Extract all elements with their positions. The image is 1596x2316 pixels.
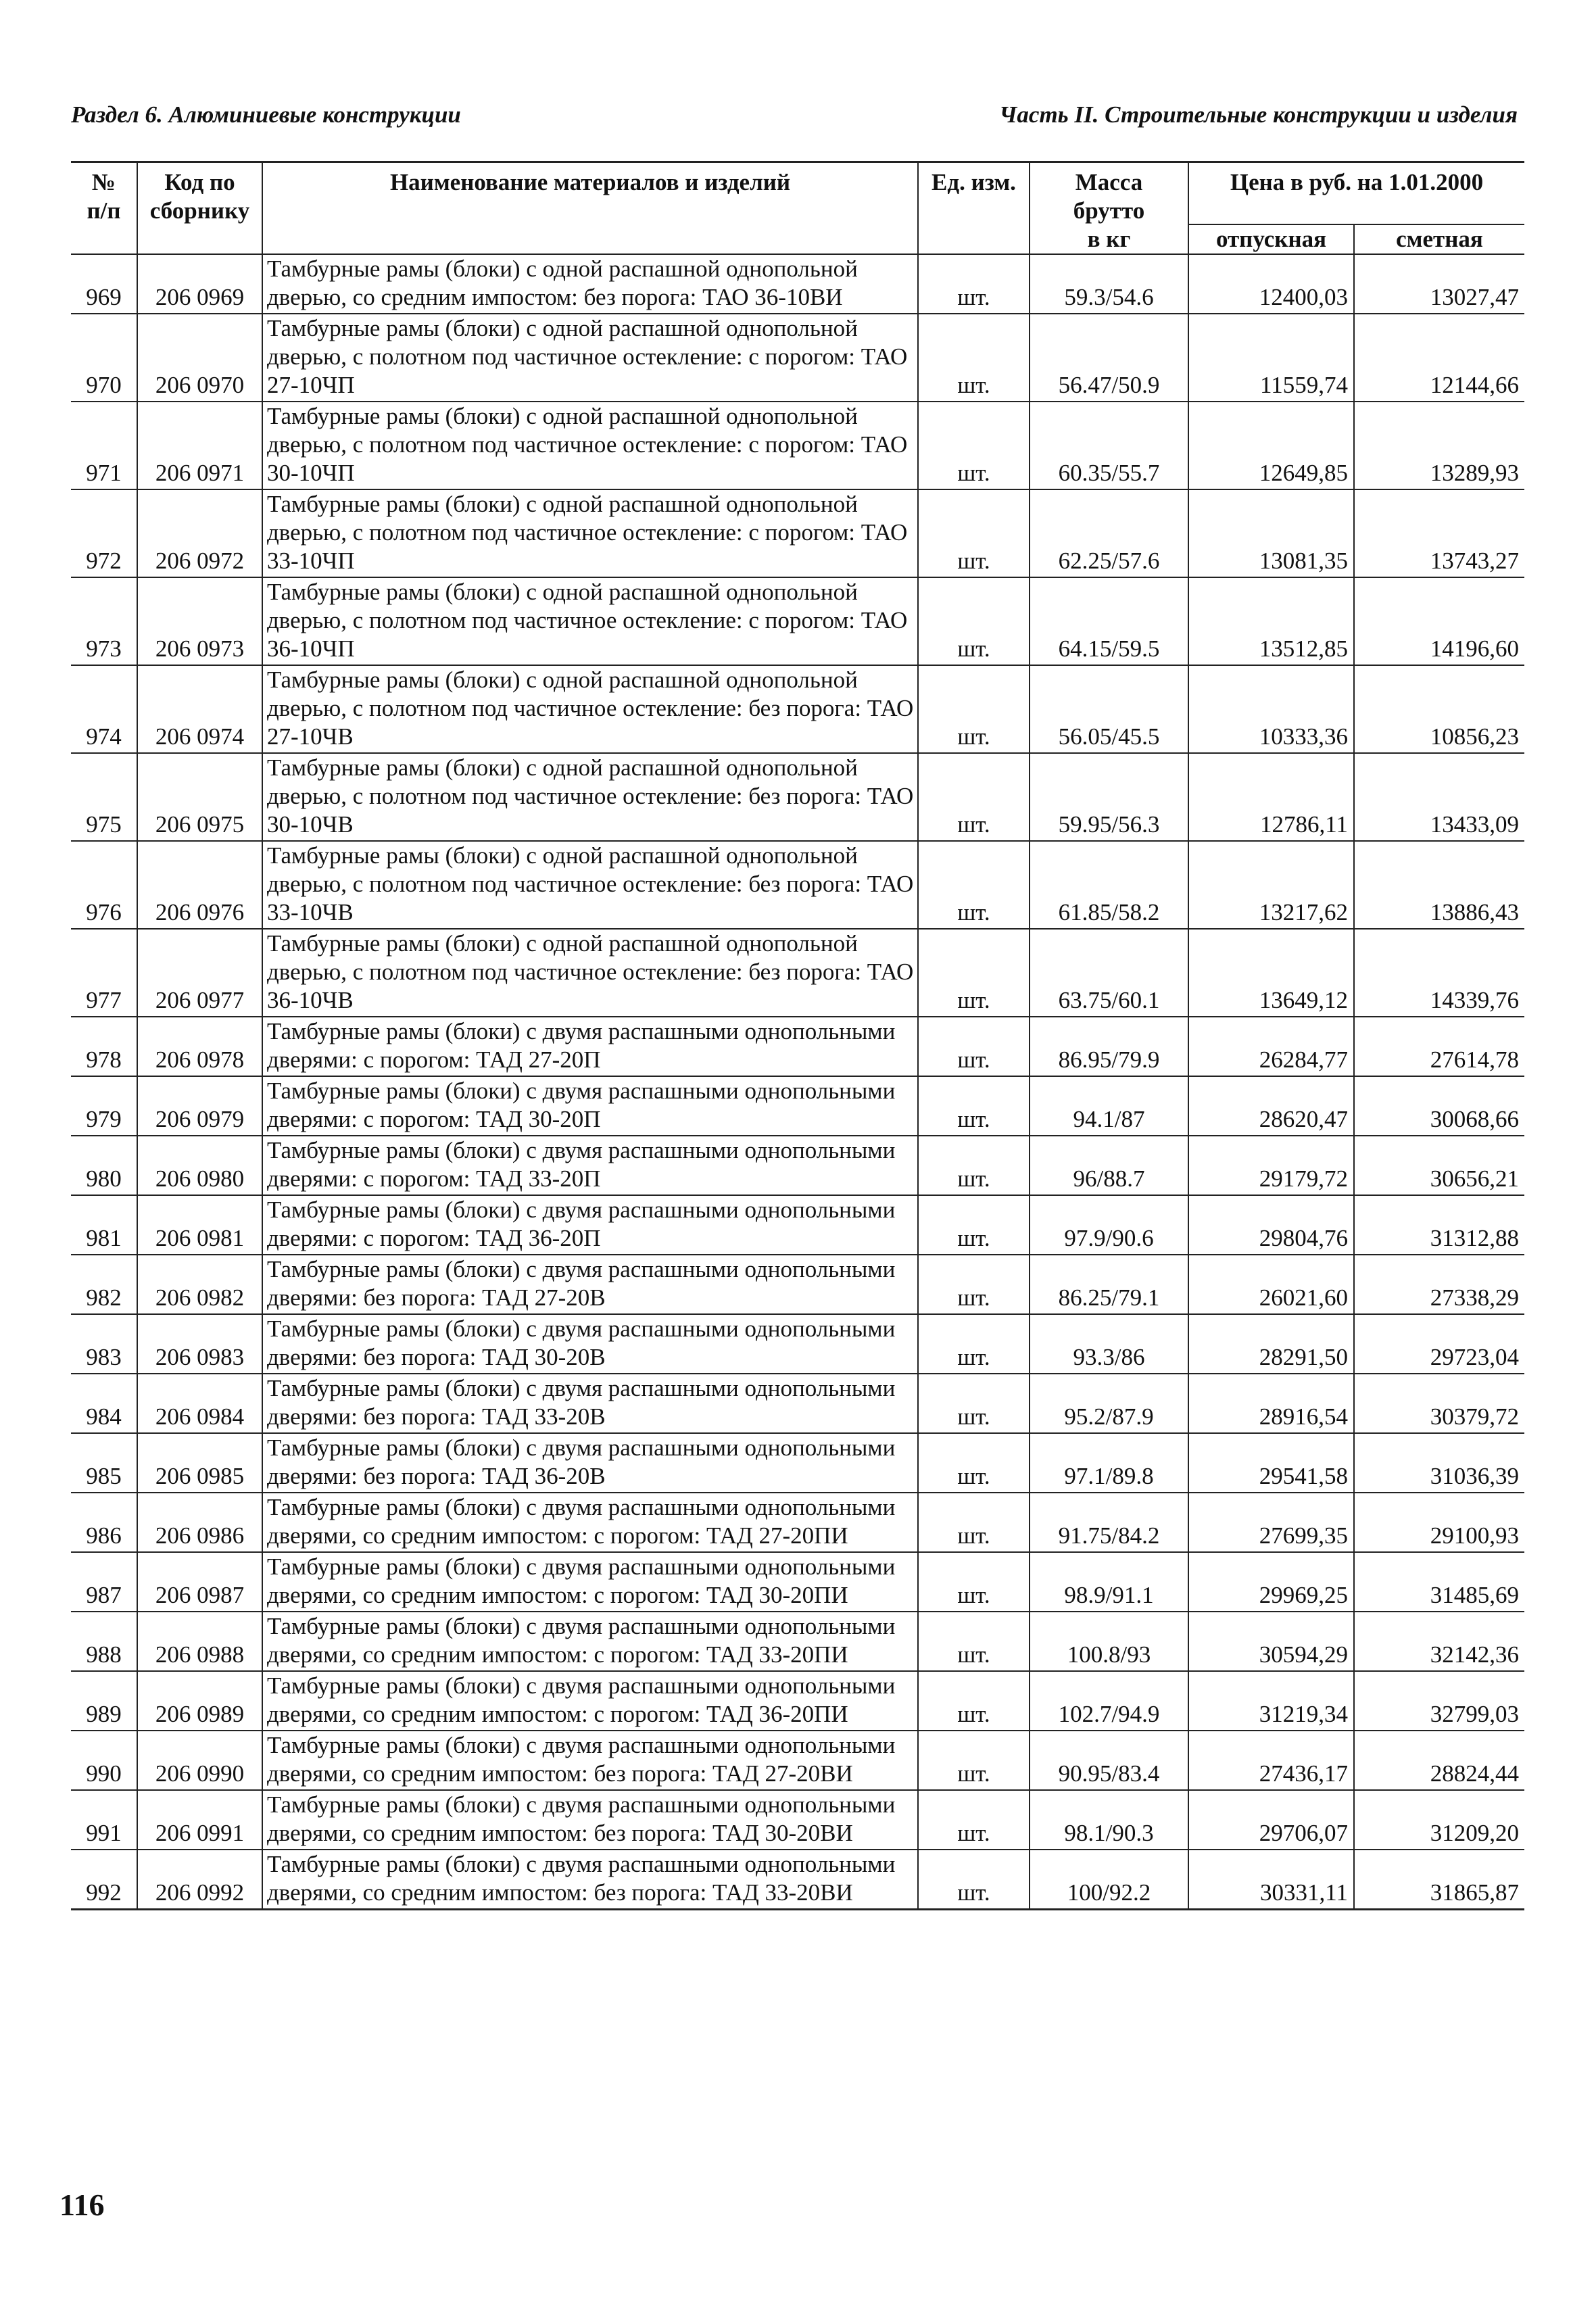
cell-name: Тамбурные рамы (блоки) с одной распашной однопольной дверью, с полотном под частичное остекление: без порога: ТАО 36-10ЧВ <box>262 929 918 1017</box>
cell-price-estimate: 13886,43 <box>1354 841 1524 929</box>
cell-price-estimate: 31036,39 <box>1354 1433 1524 1493</box>
cell-name: Тамбурные рамы (блоки) с двумя распашными однопольными дверями: без порога: ТАД 27-20В <box>262 1255 918 1314</box>
cell-code: 206 0983 <box>137 1314 262 1374</box>
cell-name: Тамбурные рамы (блоки) с двумя распашными однопольными дверями: с порогом: ТАД 33-20П <box>262 1136 918 1195</box>
cell-unit: шт. <box>918 929 1030 1017</box>
cell-mass: 94.1/87 <box>1030 1076 1188 1136</box>
cell-price-release: 28916,54 <box>1188 1374 1354 1433</box>
cell-price-estimate: 10856,23 <box>1354 665 1524 753</box>
table-row <box>71 1195 1524 1255</box>
cell-price-release: 26021,60 <box>1188 1255 1354 1314</box>
cell-mass: 102.7/94.9 <box>1030 1671 1188 1731</box>
cell-num: 969 <box>71 254 137 314</box>
cell-code: 206 0988 <box>137 1612 262 1671</box>
price-table <box>71 161 1524 1910</box>
cell-name: Тамбурные рамы (блоки) с одной распашной однопольной дверью, с полотном под частичное остекление: с порогом: ТАО 27-10ЧП <box>262 314 918 402</box>
cell-price-release: 13649,12 <box>1188 929 1354 1017</box>
cell-mass: 98.9/91.1 <box>1030 1552 1188 1612</box>
page-number: 116 <box>59 2188 105 2222</box>
cell-unit: шт. <box>918 1017 1030 1076</box>
cell-mass: 60.35/55.7 <box>1030 402 1188 489</box>
cell-mass: 96/88.7 <box>1030 1136 1188 1195</box>
table-row <box>71 1433 1524 1493</box>
cell-code: 206 0990 <box>137 1731 262 1790</box>
cell-num: 992 <box>71 1850 137 1910</box>
table-row <box>71 929 1524 1017</box>
cell-mass: 93.3/86 <box>1030 1314 1188 1374</box>
cell-mass: 59.3/54.6 <box>1030 254 1188 314</box>
table-row <box>71 1314 1524 1374</box>
cell-unit: шт. <box>918 1255 1030 1314</box>
cell-price-estimate: 30656,21 <box>1354 1136 1524 1195</box>
table-row <box>71 1255 1524 1314</box>
cell-name: Тамбурные рамы (блоки) с двумя распашными однопольными дверями: без порога: ТАД 30-20В <box>262 1314 918 1374</box>
cell-code: 206 0989 <box>137 1671 262 1731</box>
table-row <box>71 1076 1524 1136</box>
cell-code: 206 0969 <box>137 254 262 314</box>
cell-unit: шт. <box>918 1493 1030 1552</box>
cell-code: 206 0991 <box>137 1790 262 1850</box>
cell-unit: шт. <box>918 314 1030 402</box>
cell-num: 982 <box>71 1255 137 1314</box>
table-row <box>71 489 1524 577</box>
cell-num: 991 <box>71 1790 137 1850</box>
table-row <box>71 1017 1524 1076</box>
cell-name: Тамбурные рамы (блоки) с двумя распашными однопольными дверями, со средним импостом: с порогом: ТАД 36-20ПИ <box>262 1671 918 1731</box>
cell-price-estimate: 28824,44 <box>1354 1731 1524 1790</box>
table-row <box>71 753 1524 841</box>
cell-price-release: 29179,72 <box>1188 1136 1354 1195</box>
cell-num: 986 <box>71 1493 137 1552</box>
cell-mass: 100.8/93 <box>1030 1612 1188 1671</box>
cell-price-release: 27436,17 <box>1188 1731 1354 1790</box>
cell-num: 981 <box>71 1195 137 1255</box>
table-row <box>71 1612 1524 1671</box>
cell-mass: 100/92.2 <box>1030 1850 1188 1910</box>
header-price-release: отпускная <box>1188 224 1354 254</box>
table-row <box>71 665 1524 753</box>
cell-unit: шт. <box>918 1195 1030 1255</box>
cell-mass: 95.2/87.9 <box>1030 1374 1188 1433</box>
cell-price-estimate: 12144,66 <box>1354 314 1524 402</box>
cell-mass: 86.25/79.1 <box>1030 1255 1188 1314</box>
cell-name: Тамбурные рамы (блоки) с одной распашной однопольной дверью, с полотном под частичное остекление: с порогом: ТАО 30-10ЧП <box>262 402 918 489</box>
table-body <box>71 254 1524 1910</box>
table-row <box>71 1493 1524 1552</box>
section-title: Раздел 6. Алюминиевые конструкции <box>71 101 461 128</box>
cell-code: 206 0980 <box>137 1136 262 1195</box>
cell-price-estimate: 14196,60 <box>1354 577 1524 665</box>
table-row <box>71 841 1524 929</box>
table-row <box>71 1552 1524 1612</box>
cell-price-estimate: 31312,88 <box>1354 1195 1524 1255</box>
cell-code: 206 0981 <box>137 1195 262 1255</box>
running-header <box>71 101 1518 135</box>
cell-price-release: 29706,07 <box>1188 1790 1354 1850</box>
table-row <box>71 254 1524 314</box>
cell-name: Тамбурные рамы (блоки) с двумя распашными однопольными дверями, со средним импостом: без порога: ТАД 33-20ВИ <box>262 1850 918 1910</box>
cell-price-release: 28620,47 <box>1188 1076 1354 1136</box>
cell-code: 206 0973 <box>137 577 262 665</box>
cell-code: 206 0972 <box>137 489 262 577</box>
cell-name: Тамбурные рамы (блоки) с двумя распашными однопольными дверями: без порога: ТАД 36-20В <box>262 1433 918 1493</box>
header-num: № п/п <box>71 162 137 255</box>
cell-unit: шт. <box>918 254 1030 314</box>
table-row <box>71 402 1524 489</box>
cell-name: Тамбурные рамы (блоки) с двумя распашными однопольными дверями: с порогом: ТАД 30-20П <box>262 1076 918 1136</box>
cell-name: Тамбурные рамы (блоки) с двумя распашными однопольными дверями: с порогом: ТАД 27-20П <box>262 1017 918 1076</box>
cell-name: Тамбурные рамы (блоки) с одной распашной однопольной дверью, с полотном под частичное остекление: без порога: ТАО 27-10ЧВ <box>262 665 918 753</box>
cell-code: 206 0970 <box>137 314 262 402</box>
cell-code: 206 0984 <box>137 1374 262 1433</box>
cell-name: Тамбурные рамы (блоки) с двумя распашными однопольными дверями, со средним импостом: с порогом: ТАД 30-20ПИ <box>262 1552 918 1612</box>
cell-price-release: 28291,50 <box>1188 1314 1354 1374</box>
cell-price-release: 12400,03 <box>1188 254 1354 314</box>
cell-price-release: 29969,25 <box>1188 1552 1354 1612</box>
cell-num: 976 <box>71 841 137 929</box>
cell-code: 206 0979 <box>137 1076 262 1136</box>
cell-code: 206 0977 <box>137 929 262 1017</box>
cell-price-estimate: 13289,93 <box>1354 402 1524 489</box>
cell-unit: шт. <box>918 841 1030 929</box>
cell-num: 972 <box>71 489 137 577</box>
cell-price-release: 29541,58 <box>1188 1433 1354 1493</box>
table-row <box>71 314 1524 402</box>
cell-code: 206 0992 <box>137 1850 262 1910</box>
cell-unit: шт. <box>918 1552 1030 1612</box>
cell-mass: 59.95/56.3 <box>1030 753 1188 841</box>
cell-num: 971 <box>71 402 137 489</box>
cell-price-estimate: 27338,29 <box>1354 1255 1524 1314</box>
cell-unit: шт. <box>918 665 1030 753</box>
cell-num: 979 <box>71 1076 137 1136</box>
cell-unit: шт. <box>918 753 1030 841</box>
cell-num: 978 <box>71 1017 137 1076</box>
cell-price-release: 13081,35 <box>1188 489 1354 577</box>
cell-name: Тамбурные рамы (блоки) с двумя распашными однопольными дверями: без порога: ТАД 33-20В <box>262 1374 918 1433</box>
cell-name: Тамбурные рамы (блоки) с двумя распашными однопольными дверями: с порогом: ТАД 36-20П <box>262 1195 918 1255</box>
cell-num: 974 <box>71 665 137 753</box>
cell-name: Тамбурные рамы (блоки) с одной распашной однопольной дверью, с полотном под частичное остекление: без порога: ТАО 33-10ЧВ <box>262 841 918 929</box>
cell-price-release: 29804,76 <box>1188 1195 1354 1255</box>
header-name: Наименование материалов и изделий <box>262 162 918 255</box>
cell-unit: шт. <box>918 1136 1030 1195</box>
cell-code: 206 0982 <box>137 1255 262 1314</box>
cell-name: Тамбурные рамы (блоки) с двумя распашными однопольными дверями, со средним импостом: с порогом: ТАД 27-20ПИ <box>262 1493 918 1552</box>
cell-mass: 86.95/79.9 <box>1030 1017 1188 1076</box>
cell-price-estimate: 29723,04 <box>1354 1314 1524 1374</box>
cell-code: 206 0985 <box>137 1433 262 1493</box>
table-row <box>71 1731 1524 1790</box>
cell-unit: шт. <box>918 1314 1030 1374</box>
cell-unit: шт. <box>918 1790 1030 1850</box>
cell-code: 206 0978 <box>137 1017 262 1076</box>
cell-name: Тамбурные рамы (блоки) с одной распашной однопольной дверью, с полотном под частичное остекление: с порогом: ТАО 33-10ЧП <box>262 489 918 577</box>
cell-num: 990 <box>71 1731 137 1790</box>
cell-num: 970 <box>71 314 137 402</box>
table-row <box>71 1671 1524 1731</box>
cell-code: 206 0974 <box>137 665 262 753</box>
cell-price-release: 13217,62 <box>1188 841 1354 929</box>
cell-code: 206 0976 <box>137 841 262 929</box>
cell-price-release: 12786,11 <box>1188 753 1354 841</box>
cell-mass: 97.1/89.8 <box>1030 1433 1188 1493</box>
header-mass: Масса брутто в кг <box>1030 162 1188 255</box>
header-price-estimate: сметная <box>1354 224 1524 254</box>
cell-mass: 56.47/50.9 <box>1030 314 1188 402</box>
cell-price-estimate: 31865,87 <box>1354 1850 1524 1910</box>
cell-price-estimate: 13743,27 <box>1354 489 1524 577</box>
header-code: Код по сборнику <box>137 162 262 255</box>
cell-unit: шт. <box>918 1671 1030 1731</box>
part-title: Часть II. Строительные конструкции и изделия <box>999 101 1518 128</box>
cell-price-release: 12649,85 <box>1188 402 1354 489</box>
cell-num: 984 <box>71 1374 137 1433</box>
cell-num: 988 <box>71 1612 137 1671</box>
table-row <box>71 1136 1524 1195</box>
cell-code: 206 0975 <box>137 753 262 841</box>
cell-price-estimate: 27614,78 <box>1354 1017 1524 1076</box>
cell-num: 983 <box>71 1314 137 1374</box>
cell-unit: шт. <box>918 1731 1030 1790</box>
cell-price-estimate: 32799,03 <box>1354 1671 1524 1731</box>
cell-name: Тамбурные рамы (блоки) с двумя распашными однопольными дверями, со средним импостом: без порога: ТАД 27-20ВИ <box>262 1731 918 1790</box>
cell-num: 973 <box>71 577 137 665</box>
table-row <box>71 1850 1524 1910</box>
cell-mass: 63.75/60.1 <box>1030 929 1188 1017</box>
cell-price-estimate: 32142,36 <box>1354 1612 1524 1671</box>
cell-code: 206 0971 <box>137 402 262 489</box>
cell-unit: шт. <box>918 402 1030 489</box>
cell-price-estimate: 31209,20 <box>1354 1790 1524 1850</box>
cell-name: Тамбурные рамы (блоки) с одной распашной однопольной дверью, со средним импостом: без порога: ТАО 36-10ВИ <box>262 254 918 314</box>
cell-unit: шт. <box>918 1850 1030 1910</box>
cell-mass: 97.9/90.6 <box>1030 1195 1188 1255</box>
cell-price-estimate: 30068,66 <box>1354 1076 1524 1136</box>
cell-name: Тамбурные рамы (блоки) с одной распашной однопольной дверью, с полотном под частичное остекление: без порога: ТАО 30-10ЧВ <box>262 753 918 841</box>
cell-unit: шт. <box>918 577 1030 665</box>
table-header <box>71 162 1524 255</box>
table-row <box>71 577 1524 665</box>
cell-num: 985 <box>71 1433 137 1493</box>
cell-price-release: 27699,35 <box>1188 1493 1354 1552</box>
cell-unit: шт. <box>918 1076 1030 1136</box>
cell-unit: шт. <box>918 489 1030 577</box>
cell-num: 989 <box>71 1671 137 1731</box>
cell-num: 975 <box>71 753 137 841</box>
cell-code: 206 0987 <box>137 1552 262 1612</box>
cell-price-estimate: 13433,09 <box>1354 753 1524 841</box>
cell-price-release: 30594,29 <box>1188 1612 1354 1671</box>
cell-price-release: 26284,77 <box>1188 1017 1354 1076</box>
header-unit: Ед. изм. <box>918 162 1030 255</box>
cell-unit: шт. <box>918 1374 1030 1433</box>
cell-num: 977 <box>71 929 137 1017</box>
cell-num: 987 <box>71 1552 137 1612</box>
cell-mass: 61.85/58.2 <box>1030 841 1188 929</box>
cell-mass: 56.05/45.5 <box>1030 665 1188 753</box>
cell-name: Тамбурные рамы (блоки) с одной распашной однопольной дверью, с полотном под частичное остекление: с порогом: ТАО 36-10ЧП <box>262 577 918 665</box>
cell-unit: шт. <box>918 1612 1030 1671</box>
cell-price-estimate: 30379,72 <box>1354 1374 1524 1433</box>
cell-price-release: 30331,11 <box>1188 1850 1354 1910</box>
cell-code: 206 0986 <box>137 1493 262 1552</box>
table-row <box>71 1374 1524 1433</box>
cell-num: 980 <box>71 1136 137 1195</box>
cell-price-estimate: 13027,47 <box>1354 254 1524 314</box>
cell-price-estimate: 29100,93 <box>1354 1493 1524 1552</box>
cell-price-release: 13512,85 <box>1188 577 1354 665</box>
cell-unit: шт. <box>918 1433 1030 1493</box>
header-price: Цена в руб. на 1.01.2000 <box>1188 162 1524 225</box>
cell-mass: 90.95/83.4 <box>1030 1731 1188 1790</box>
cell-name: Тамбурные рамы (блоки) с двумя распашными однопольными дверями, со средним импостом: без порога: ТАД 30-20ВИ <box>262 1790 918 1850</box>
cell-name: Тамбурные рамы (блоки) с двумя распашными однопольными дверями, со средним импостом: с порогом: ТАД 33-20ПИ <box>262 1612 918 1671</box>
cell-price-release: 31219,34 <box>1188 1671 1354 1731</box>
cell-price-release: 11559,74 <box>1188 314 1354 402</box>
cell-mass: 64.15/59.5 <box>1030 577 1188 665</box>
table-row <box>71 1790 1524 1850</box>
cell-mass: 91.75/84.2 <box>1030 1493 1188 1552</box>
cell-mass: 62.25/57.6 <box>1030 489 1188 577</box>
cell-price-estimate: 31485,69 <box>1354 1552 1524 1612</box>
cell-price-release: 10333,36 <box>1188 665 1354 753</box>
cell-mass: 98.1/90.3 <box>1030 1790 1188 1850</box>
cell-price-estimate: 14339,76 <box>1354 929 1524 1017</box>
